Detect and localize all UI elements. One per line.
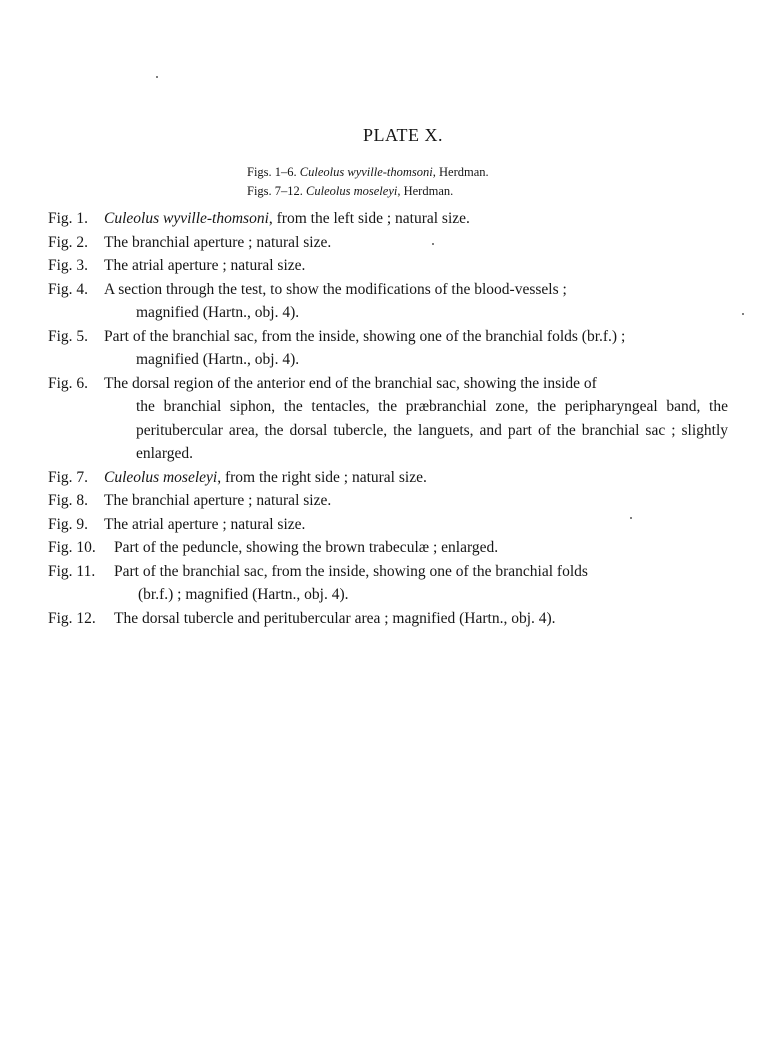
subhead-species: Culeolus moseleyi xyxy=(306,184,398,198)
figure-description: , from the right side ; natural size. xyxy=(217,468,427,486)
figure-list xyxy=(48,207,728,630)
figure-description-continued: magnified (Hartn., obj. 4). xyxy=(136,351,300,368)
figure-description: , from the left side ; natural size. xyxy=(268,210,470,227)
figure-description: A section through the test, to show the modifications of the blood-vessels ; xyxy=(104,280,567,298)
subhead-author: , Herdman. xyxy=(397,184,454,198)
paper-speck xyxy=(742,313,744,315)
paper-speck xyxy=(630,517,632,519)
figure-description: Part of the branchial sac, from the inside, showing one of the branchial folds (br.f.) ; xyxy=(104,327,626,345)
figure-description-continued: the branchial siphon, the tentacles, the præbranchial zone, the peripharyngeal band, the peritubercular area, the dorsal tubercle, the languets, and part of the branchial sac ; slightly enlarged. xyxy=(136,398,728,462)
figure-label: Fig. 10. xyxy=(48,539,96,556)
figure-entry xyxy=(48,607,728,631)
figure-label: Fig. 12. xyxy=(48,609,96,627)
figure-entry xyxy=(48,536,728,560)
figure-label: Fig. 3. xyxy=(48,257,89,274)
figure-entry xyxy=(48,466,728,490)
figure-label: Fig. 8. xyxy=(48,492,89,509)
species-name: Culeolus moseleyi xyxy=(104,468,218,486)
figure-label: Fig. 1. xyxy=(48,210,89,227)
figure-entry xyxy=(48,231,728,255)
figure-entry xyxy=(48,254,728,278)
figure-description: Part of the branchial sac, from the inside, showing one of the branchial folds xyxy=(114,562,588,580)
figure-description: The dorsal tubercle and peritubercular area ; magnified (Hartn., obj. 4). xyxy=(114,609,556,627)
figure-entry xyxy=(48,207,728,231)
paper-speck xyxy=(156,76,158,78)
figure-description: The atrial aperture ; natural size. xyxy=(104,257,306,274)
figure-label: Fig. 7. xyxy=(48,468,89,486)
figure-description: The branchial aperture ; natural size. xyxy=(104,233,332,251)
figure-label: Fig. 4. xyxy=(48,280,89,298)
figure-entry xyxy=(48,278,728,325)
subhead-range: Figs. 7–12. xyxy=(247,184,303,198)
figure-description: Part of the peduncle, showing the brown trabeculæ ; enlarged. xyxy=(114,539,499,556)
figure-description: The atrial aperture ; natural size. xyxy=(104,515,306,533)
paper-speck xyxy=(432,243,434,245)
figure-label: Fig. 11. xyxy=(48,562,96,580)
figure-label: Fig. 6. xyxy=(48,374,89,392)
subhead-species-2 xyxy=(247,184,453,199)
figure-entry xyxy=(48,513,728,537)
figure-label: Fig. 2. xyxy=(48,233,89,251)
subhead-species-1 xyxy=(247,165,489,180)
figure-entry xyxy=(48,325,728,372)
figure-description: The dorsal region of the anterior end of the branchial sac, showing the inside of xyxy=(104,374,597,392)
subhead-author: , Herdman. xyxy=(432,165,489,179)
figure-entry xyxy=(48,560,728,607)
figure-description-continued: (br.f.) ; magnified (Hartn., obj. 4). xyxy=(138,586,349,603)
figure-entry xyxy=(48,489,728,513)
figure-description-continued: magnified (Hartn., obj. 4). xyxy=(136,304,300,321)
figure-description: The branchial aperture ; natural size. xyxy=(104,492,332,509)
plate-title: PLATE X. xyxy=(363,125,443,145)
figure-label: Fig. 9. xyxy=(48,515,89,533)
figure-label: Fig. 5. xyxy=(48,327,89,345)
figure-entry xyxy=(48,372,728,466)
species-name: Culeolus wyville-thomsoni xyxy=(104,210,269,227)
subhead-species: Culeolus wyville-thomsoni xyxy=(299,165,433,179)
subhead-range: Figs. 1–6. xyxy=(247,165,297,179)
